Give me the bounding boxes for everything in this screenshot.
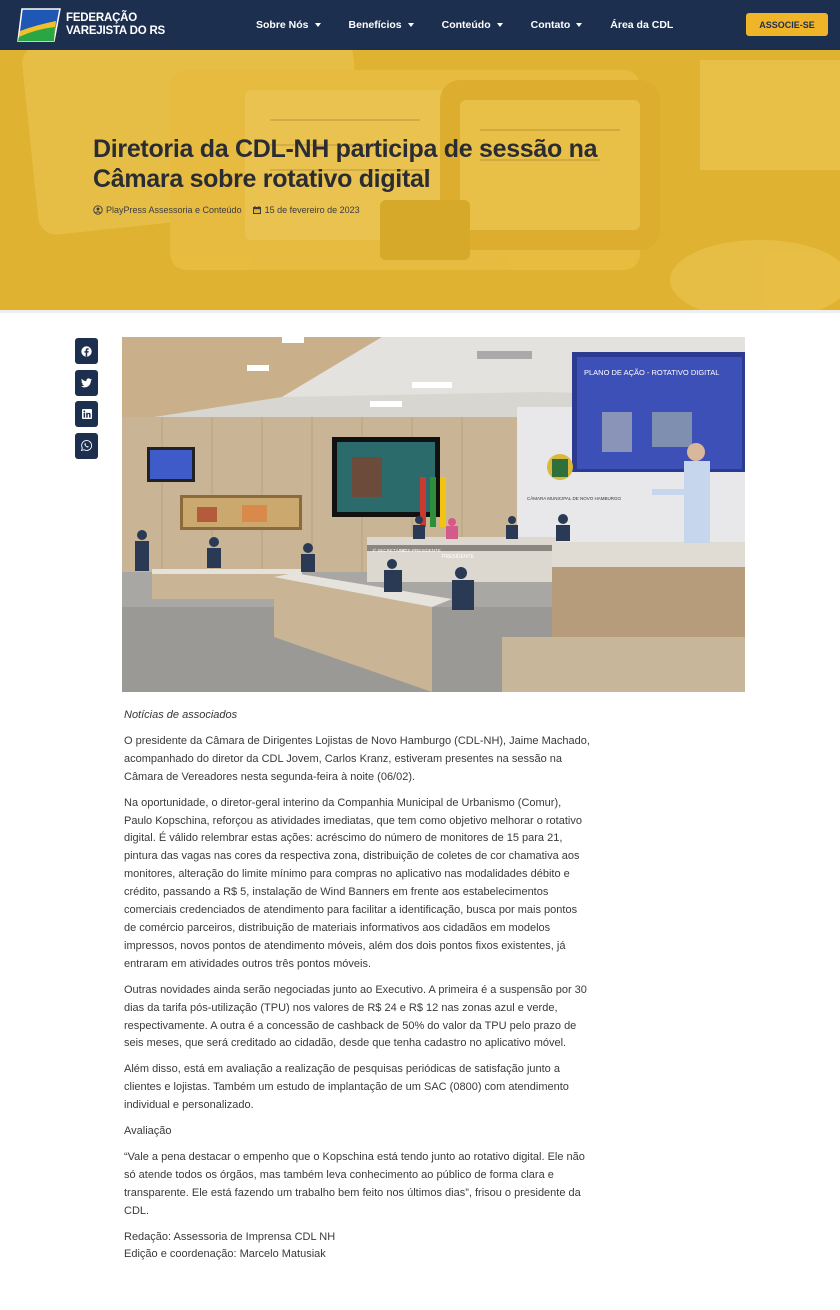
council-chamber-photo [122, 337, 745, 692]
facebook-icon [81, 346, 92, 357]
share-twitter-button[interactable] [75, 370, 98, 396]
user-circle-icon [93, 205, 103, 215]
nav-label: Conteúdo [441, 19, 491, 31]
site-header [0, 0, 840, 50]
nav-item-sobre-nos[interactable] [256, 19, 321, 31]
article-featured-image [122, 337, 745, 692]
nav-label: Benefícios [348, 19, 402, 31]
post-author[interactable]: PlayPress Assessoria e Conteúdo [106, 205, 242, 215]
caret-down-icon [576, 23, 582, 27]
share-whatsapp-button[interactable] [75, 433, 98, 459]
desk-label-mid: VICE-PRESIDENTE [400, 548, 441, 553]
caret-down-icon [408, 23, 414, 27]
article-paragraph: O presidente da Câmara de Dirigentes Lojistas de Novo Hamburgo (CDL-NH), Jaime Machado, acompanhado do diretor da CDL Jovem, Carlos Kranz, estiveram presentes na sessão na Câmara de Vereadores nesta segunda-feira à noite (06/02). [124, 734, 590, 783]
post-category[interactable]: Notícias de associados [124, 709, 238, 721]
share-buttons [75, 338, 98, 464]
article-credits [124, 1229, 590, 1265]
nav-label: Contato [530, 19, 571, 31]
article-paragraph: Além disso, está em avaliação a realização de pesquisas periódicas de satisfação junto a clientes e lojistas. Também um estudo de implantação de um SAC (0800) com atendimento individual e personalizado. [124, 1063, 569, 1112]
calendar-icon [252, 205, 262, 215]
nav-item-area-da-cdl[interactable] [610, 19, 673, 31]
share-linkedin-button[interactable] [75, 401, 98, 427]
credit-edicao: Edição e coordenação: Marcelo Matusiak [124, 1248, 326, 1261]
hero-banner [0, 50, 840, 310]
associe-se-button[interactable]: ASSOCIE-SE [746, 13, 828, 36]
screen-text: PLANO DE AÇÃO - ROTATIVO DIGITAL [584, 368, 720, 377]
desk-label-left: 1º SECRETÁRIO [372, 548, 407, 553]
twitter-icon [81, 378, 92, 388]
nav-item-contato[interactable] [531, 19, 583, 31]
wall-sign-text: CÂMARA MUNICIPAL DE NOVO HAMBURGO [527, 496, 622, 501]
logo-mark-icon [16, 7, 62, 43]
logo-line-1: FEDERAÇÃO [66, 12, 138, 24]
article-quote: “Vale a pena destacar o empenho que o Kopschina está tendo junto ao rotativo digital. Ele não só atende todos os órgãos, mas também leva conhecimento ao público de forma clara e transparente. Ele está fazendo um trabalho bem feito nos últimos dias”, frisou o presidente da CDL. [124, 1150, 585, 1217]
site-logo[interactable] [16, 7, 176, 43]
article-body [124, 707, 590, 1264]
post-meta [93, 205, 360, 215]
share-facebook-button[interactable] [75, 338, 98, 364]
hero-divider [0, 310, 840, 313]
caret-down-icon [315, 23, 321, 27]
page-title: Diretoria da CDL-NH participa de sessão na Câmara sobre rotativo digital [93, 135, 598, 193]
whatsapp-icon [81, 440, 92, 451]
article-subheading: Avaliação [124, 1125, 172, 1138]
article-paragraph: Outras novidades ainda serão negociadas junto ao Executivo. A primeira é a suspensão por 30 dias da tarifa pós-utilização (TPU) nos valores de R$ 24 e R$ 12 nas zonas azul e verde, respectivamente. A outra é a concessão de cashback de 50% do valor da TPU pelo prazo de seis meses, que será creditado ao cidadão, desde que tenha cadastro no aplicativo móvel. [124, 983, 587, 1050]
nav-label: Sobre Nós [256, 19, 309, 31]
post-date[interactable]: 15 de fevereiro de 2023 [264, 205, 360, 215]
logo-line-2: VAREJISTA DO RS [66, 25, 166, 37]
nav-item-beneficios[interactable] [349, 19, 414, 31]
article-paragraph: Na oportunidade, o diretor-geral interino da Companhia Municipal de Urbanismo (Comur), Paulo Kopschina, reforçou as atividades imediatas, que tem como objetivo melhorar o rotativo digital. É válido relembrar estas ações: acréscimo do número de monitores de 15 para 21, pintura das vagas nas cores da respectiva zona, distribuição de coletes de cor chamativa aos monitores, alteração do limite mínimo para compras no aplicativo nas modalidades débito e crédito, passando a R$ 5, instalação de Wind Banners em frente aos estabelecimentos comerciais credenciados de atendimento para facilitar a identificação, busca por mais pontos de comércio parceiros, distribuição de materiais informativos aos cidadãos em modelos impressos, novos pontos de atendimento móveis, além dos dois pontos fixos existentes, já entraram em atividades outros três pontos móveis. [124, 796, 582, 970]
linkedin-icon [82, 409, 92, 419]
logo-text [66, 12, 165, 38]
main-nav [256, 0, 701, 50]
credit-redacao: Redação: Assessoria de Imprensa CDL NH [124, 1230, 336, 1243]
caret-down-icon [497, 23, 503, 27]
desk-label-right: PRESIDENTE [442, 554, 474, 560]
nav-label: Área da CDL [610, 19, 674, 31]
nav-item-conteudo[interactable] [442, 19, 503, 31]
